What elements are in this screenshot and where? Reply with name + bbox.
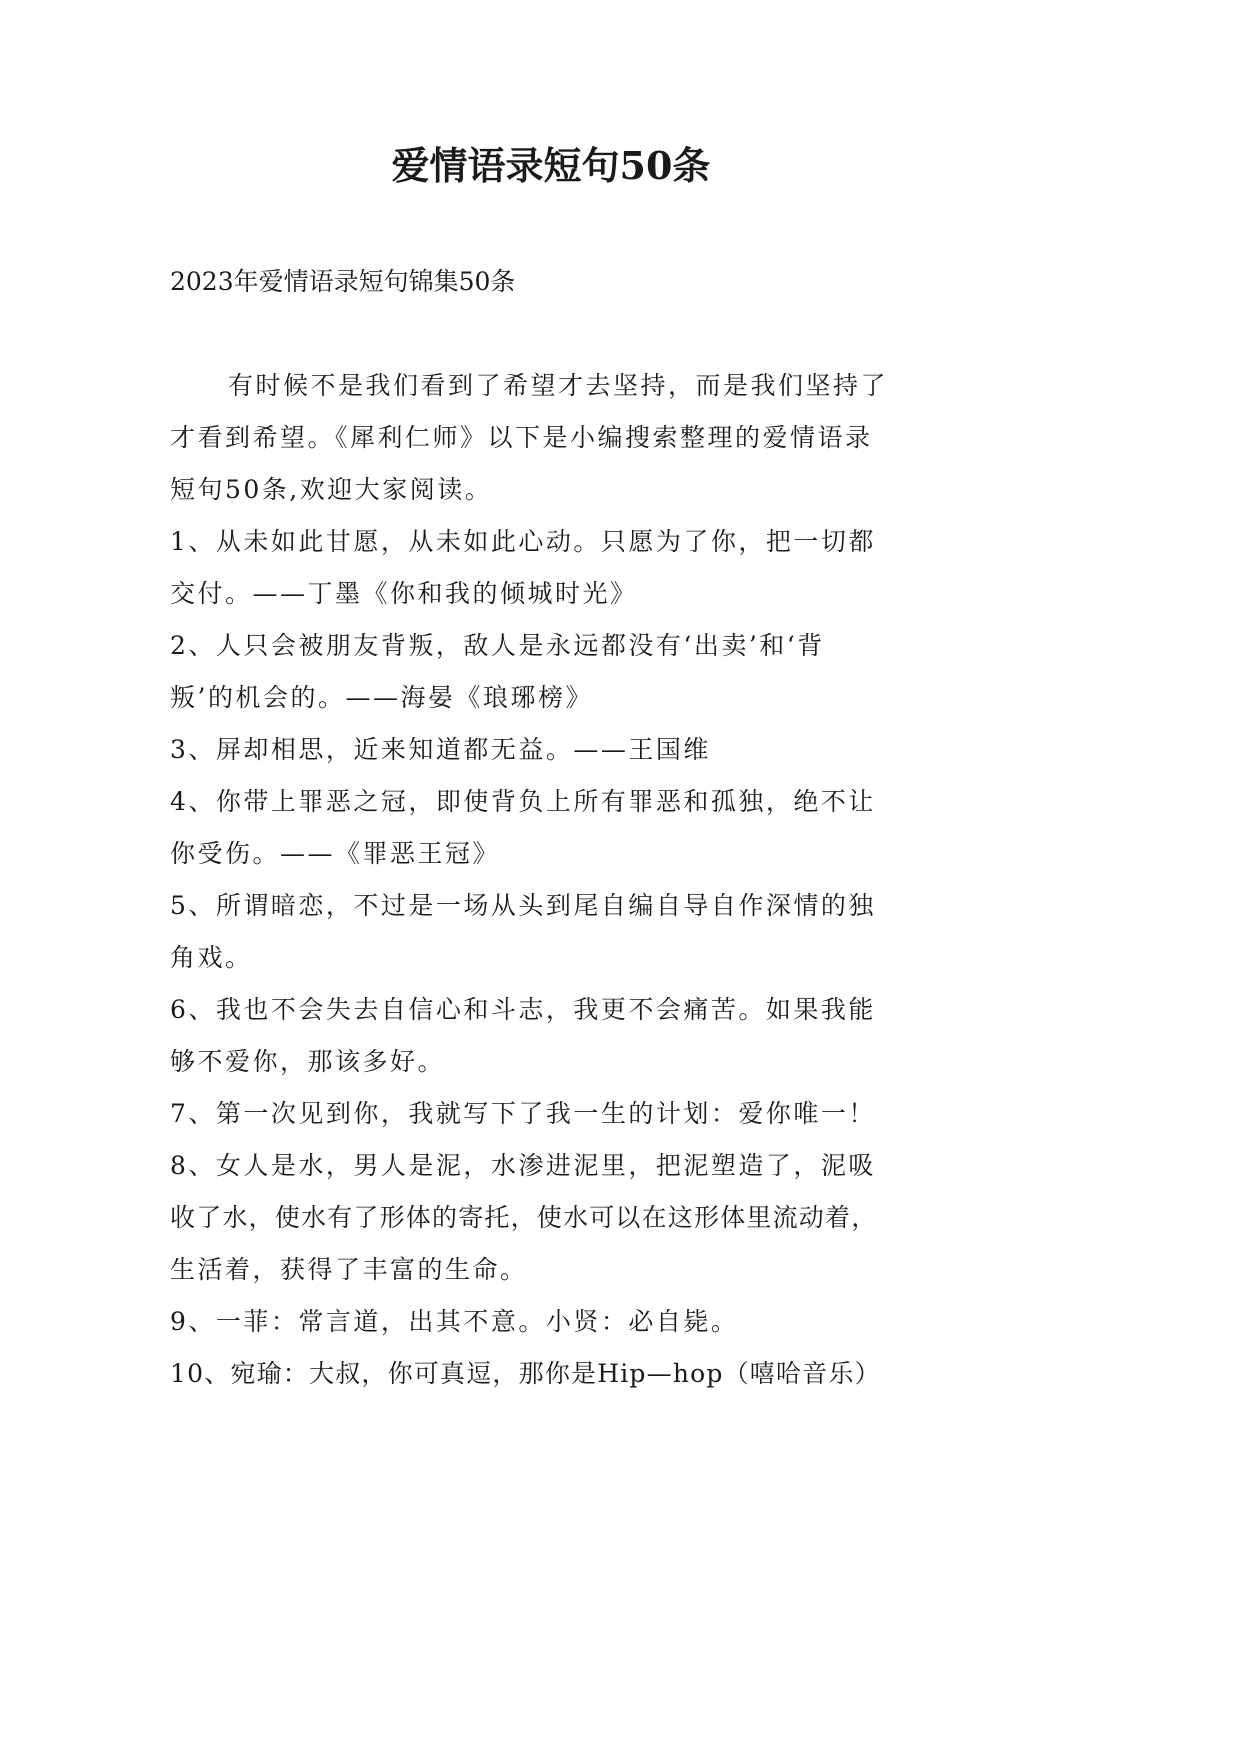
quote-line: 1、从未如此甘愿，从未如此心动。只愿为了你，把一切都 [170,527,876,556]
quote-line: 9、一菲：常言道，出其不意。小贤：必自毙。 [170,1307,739,1336]
paragraph-line: 有时候不是我们看到了希望才去坚持，而是我们坚持了 [228,371,889,400]
quote-line: 10、宛瑜：大叔，你可真逗，那你是Hip—hop（嘻哈音乐） [170,1359,881,1388]
quote-line: 角戏。 [170,943,253,972]
page-title: 爱情语录短句50条 [391,143,711,188]
quote-line: 够不爱你，那该多好。 [170,1047,446,1076]
quote-line: 2、人只会被朋友背叛，敌人是永远都没有‘出卖’和‘背 [170,631,825,660]
document-body [170,366,945,1406]
document-subtitle: 2023年爱情语录短句锦集50条 [170,267,516,296]
quote-line: 4、你带上罪恶之冠，即使背负上所有罪恶和孤独，绝不让 [170,787,876,816]
paragraph-line: 短句50条,欢迎大家阅读。 [170,475,493,504]
quote-line: 5、所谓暗恋，不过是一场从头到尾自编自导自作深情的独 [170,891,876,920]
quote-line: 交付。——丁墨《你和我的倾城时光》 [170,579,638,608]
quote-line: 叛’的机会的。——海晏《琅琊榜》 [170,683,593,712]
quote-line: 6、我也不会失去自信心和斗志，我更不会痛苦。如果我能 [170,995,876,1024]
quote-line: 3、屏却相思，近来知道都无益。——王国维 [170,735,711,764]
quote-line: 8、女人是水，男人是泥，水渗进泥里，把泥塑造了，泥吸 [170,1151,876,1180]
quote-line: 7、第一次见到你，我就写下了我一生的计划：爱你唯一！ [170,1099,876,1128]
paragraph-line: 才看到希望。《犀利仁师》以下是小编搜索整理的爱情语录 [170,423,873,452]
quote-line: 你受伤。——《罪恶王冠》 [170,839,501,868]
quote-line: 生活着，获得了丰富的生命。 [170,1255,528,1284]
quote-line: 收了水，使水有了形体的寄托，使水可以在这形体里流动着， [170,1203,878,1232]
